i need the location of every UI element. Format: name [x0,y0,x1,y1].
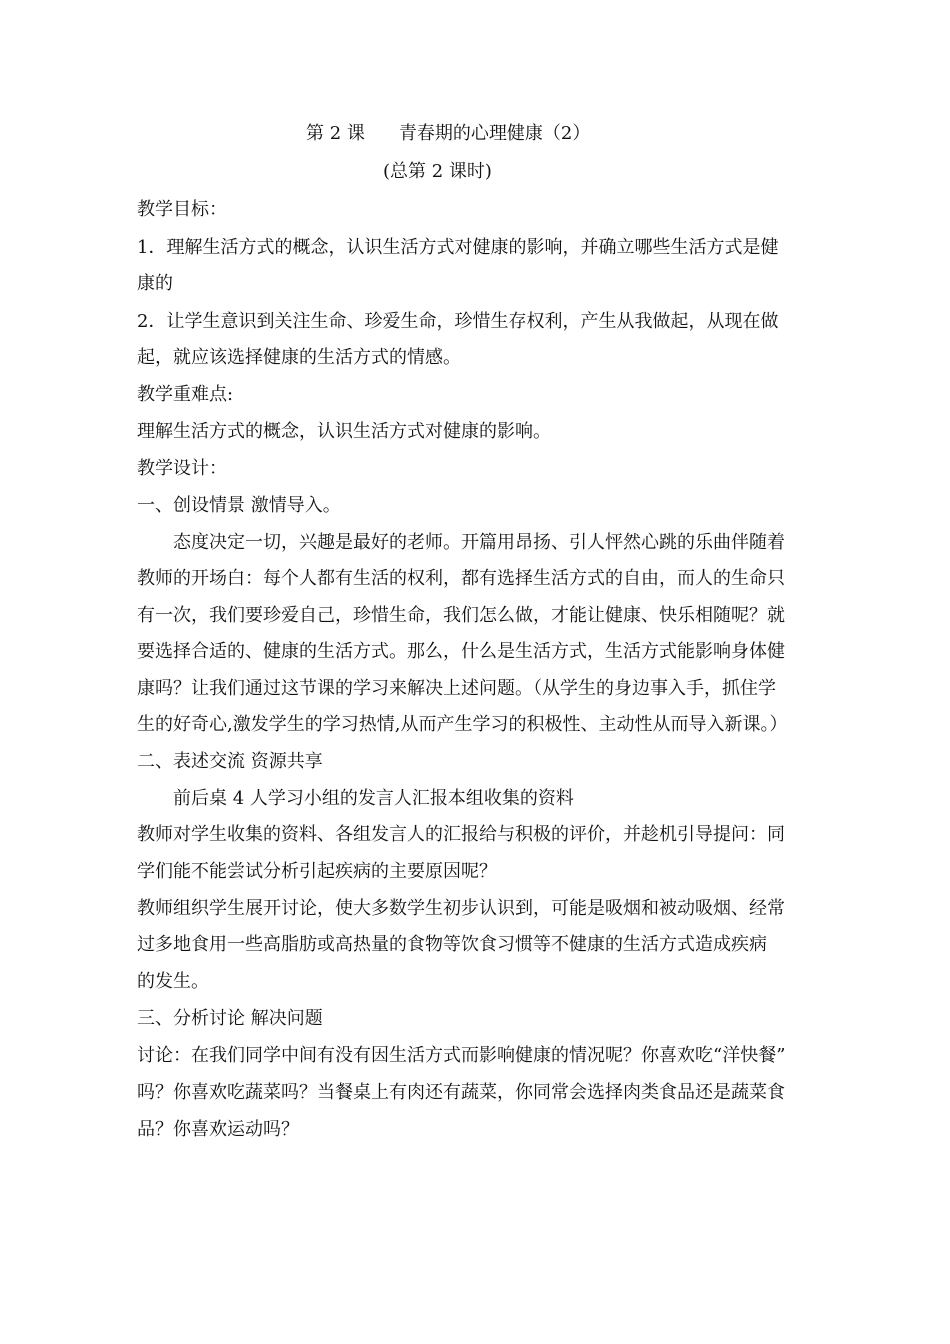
keypoints-heading: 教学重难点: [137,384,234,405]
lesson-name: 青春期的心理健康（2） [398,123,591,144]
objective-2-line-2: 起，就应该选择健康的生活方式的情感。 [137,347,461,368]
section-2-heading: 二、表述交流 资源共享 [137,751,323,772]
section-1-line-1: 态度决定一切，兴趣是最好的老师。开篇用昂扬、引人怦然心跳的乐曲伴随着 [173,532,785,553]
section-1-line-3: 有一次，我们要珍爱自己，珍惜生命，我们怎么做，才能让健康、快乐相随呢？就 [137,605,785,626]
keypoints-text: 理解生活方式的概念，认识生活方式对健康的影响。 [137,421,551,442]
section-2-para-1: 前后桌 4 人学习小组的发言人汇报本组收集的资料 [173,788,574,809]
section-1-line-4: 要选择合适的、健康的生活方式。那么，什么是生活方式，生活方式能影响身体健 [137,641,785,662]
design-heading: 教学设计： [137,458,227,479]
section-2-para-2-line-1: 教师对学生收集的资料、各组发言人的汇报给与积极的评价，并趁机引导提问：同 [137,824,785,845]
section-3-line-2: 吗？你喜欢吃蔬菜吗？当餐桌上有肉还有蔬菜，你同常会选择肉类食品还是蔬菜食 [137,1082,785,1103]
section-1-line-5: 康吗？让我们通过这节课的学习来解决上述问题。（从学生的身边事入手，抓住学 [137,678,776,699]
section-3-heading: 三、分析讨论 解决问题 [137,1008,323,1029]
objective-1-line-1: 1．理解生活方式的概念，认识生活方式对健康的影响，并确立哪些生活方式是健 [137,237,779,258]
section-2-para-3-line-1: 教师组织学生展开讨论，使大多数学生初步认识到，可能是吸烟和被动吸烟、经常 [137,898,785,919]
section-2-para-3-line-2: 过多地食用一些高脂肪或高热量的食物等饮食习惯等不健康的生活方式造成疾病 [137,934,767,955]
section-1-line-6: 生的好奇心,激发学生的学习热情,从而产生学习的积极性、主动性从而导入新课。） [137,714,788,735]
section-1-line-2: 教师的开场白：每个人都有生活的权利，都有选择生活方式的自由，而人的生命只 [137,568,785,589]
section-3-line-3: 品？你喜欢运动吗？ [137,1119,299,1140]
section-2-para-2-line-2: 学们能不能尝试分析引起疾病的主要原因呢？ [137,861,497,882]
objectives-heading: 教学目标： [137,199,227,220]
lesson-number: 第 2 课 [306,123,365,144]
page-subtitle: (总第 2 课时) [383,161,492,182]
objective-1-line-2: 康的 [137,273,173,294]
page-title [306,122,590,146]
section-2-para-3-line-3: 的发生。 [137,971,209,992]
section-3-line-1: 讨论：在我们同学中间有没有因生活方式而影响健康的情况呢？你喜欢吃“洋快餐” [137,1045,786,1066]
section-1-heading: 一、创设情景 激情导入。 [137,495,341,516]
objective-2-line-1: 2．让学生意识到关注生命、珍爱生命，珍惜生存权利，产生从我做起，从现在做 [137,311,779,332]
